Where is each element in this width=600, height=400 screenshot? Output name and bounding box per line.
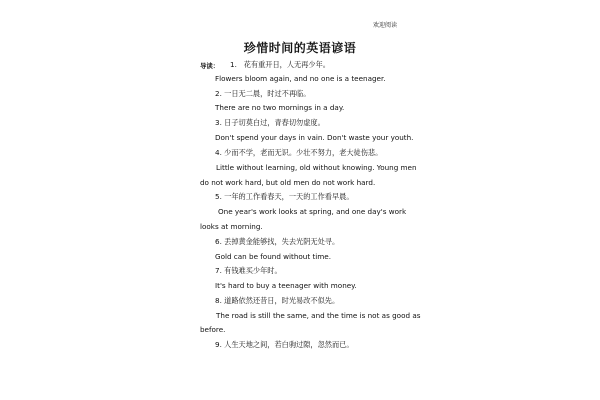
- proverb-7-number: 7.: [215, 266, 222, 275]
- proverb-4-number: 4.: [215, 148, 222, 157]
- proverb-6-number: 6.: [215, 237, 222, 246]
- proverb-1-chinese-text: 花有重开日，人无再少年。: [243, 60, 330, 69]
- proverb-6-chinese-text: 丢掉黄金能够找，失去光阴无处寻。: [224, 237, 340, 246]
- proverb-3-chinese-text: 日子切莫白过，青春切勿虚度。: [224, 118, 325, 127]
- proverb-4-english-line-1: Little without learning, old without knowing. Young men: [216, 163, 417, 172]
- proverb-2-english: There are no two mornings in a day.: [215, 103, 345, 112]
- proverb-4-english-line-2: do not work hard, but old men do not work hard.: [200, 178, 376, 187]
- proverb-8-english-line-1: The road is still the same, and the time is not as good as: [216, 311, 421, 320]
- proverb-7-chinese-text: 有钱难买少年时。: [224, 266, 282, 275]
- proverb-9-number: 9.: [215, 340, 222, 349]
- header-note: 欢迎阅读: [373, 22, 398, 29]
- proverb-8-chinese: [215, 296, 339, 306]
- proverb-3-english: Don't spend your days in vain. Don't waste your youth.: [215, 133, 414, 142]
- proverb-5-english-line-1: One year's work looks at spring, and one day's work: [218, 207, 407, 216]
- proverb-2-number: 2.: [215, 89, 222, 98]
- guide-label: 导读：: [200, 62, 220, 70]
- proverb-2-chinese: [215, 89, 310, 99]
- proverb-8-chinese-text: 道路依然还昔日，时光易改不似先。: [224, 296, 340, 305]
- proverb-1-chinese: [230, 60, 330, 70]
- page-title: 珍惜时间的英语谚语: [243, 41, 357, 55]
- proverb-1-number: 1.: [230, 60, 237, 69]
- proverb-6-chinese: [215, 237, 339, 247]
- proverb-3-chinese: [215, 118, 325, 128]
- proverb-5-number: 5.: [215, 192, 222, 201]
- proverb-9-chinese-text: 人生天地之间，若白驹过隙，忽然而已。: [224, 340, 354, 349]
- proverb-7-chinese: [215, 266, 282, 276]
- proverb-8-english-line-2: before.: [200, 325, 226, 334]
- proverb-2-chinese-text: 一日无二晨，时过不再临。: [224, 89, 311, 98]
- proverb-5-english-line-2: looks at morning.: [200, 222, 263, 231]
- proverb-8-number: 8.: [215, 296, 222, 305]
- proverb-6-english: Gold can be found without time.: [215, 252, 331, 261]
- proverb-1-english: Flowers bloom again, and no one is a teenager.: [215, 74, 386, 83]
- proverb-4-chinese-text: 少而不学，老而无识。少壮不努力，老大徒伤悲。: [224, 148, 383, 157]
- proverb-5-chinese-text: 一年的工作看春天，一天的工作看早晨。: [224, 192, 354, 201]
- proverb-5-chinese: [215, 192, 354, 202]
- proverb-4-chinese: [215, 148, 382, 158]
- proverb-9-chinese: [215, 340, 354, 350]
- proverb-7-english: It's hard to buy a teenager with money.: [215, 281, 357, 290]
- proverb-3-number: 3.: [215, 118, 222, 127]
